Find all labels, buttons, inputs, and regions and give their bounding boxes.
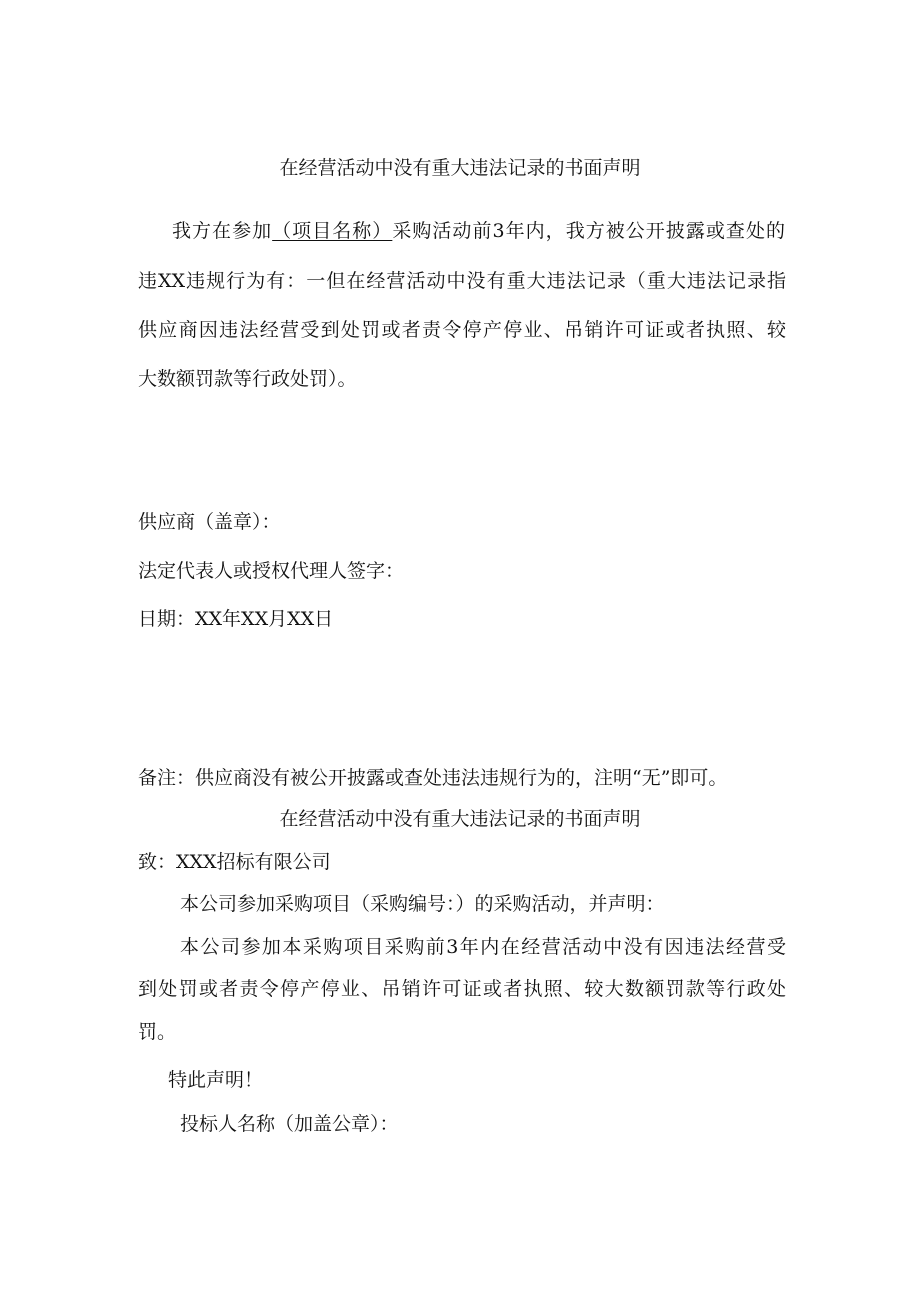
date-label: 日期：XX年XX月XX日 bbox=[138, 608, 334, 630]
section1-paragraph-line-1 bbox=[172, 219, 785, 243]
supplier-seal-label: 供应商（盖章）： bbox=[138, 511, 281, 533]
section1-paragraph-line-3: 供应商因违法经营受到处罚或者责令停产停业、吊销许可证或者执照、较 bbox=[138, 319, 786, 341]
section2-paragraph-2-line-1: 本公司参加本采购项目采购前3年内在经营活动中没有因违法经营受 bbox=[180, 936, 786, 958]
hereby-declare: 特此声明！ bbox=[168, 1069, 264, 1091]
representative-signature-label: 法定代表人或授权代理人签字： bbox=[138, 560, 405, 582]
remark-note: 备注：供应商没有被公开披露或查处违法违规行为的，注明“无”即可。 bbox=[138, 767, 728, 789]
bidder-name-label: 投标人名称（加盖公章）： bbox=[180, 1113, 399, 1135]
para-text-after: 采购活动前3年内，我方被公开披露或查处的 bbox=[392, 220, 785, 242]
addressee: 致：XXX招标有限公司 bbox=[138, 851, 331, 873]
section1-paragraph-line-4: 大数额罚款等行政处罚）。 bbox=[138, 368, 357, 390]
para-text-before: 我方在参加 bbox=[172, 220, 273, 242]
section2-paragraph-2-line-3: 罚。 bbox=[138, 1021, 177, 1043]
section2-paragraph-1: 本公司参加采购项目（采购编号：）的采购活动，并声明： bbox=[180, 893, 665, 915]
project-name-placeholder: （项目名称） bbox=[272, 220, 393, 242]
section1-title: 在经营活动中没有重大违法记录的书面声明 bbox=[279, 157, 641, 179]
section2-title: 在经营活动中没有重大违法记录的书面声明 bbox=[279, 808, 641, 830]
section1-paragraph-line-2: 违XX违规行为有：一但在经营活动中没有重大违法记录（重大违法记录指 bbox=[138, 270, 786, 292]
section2-paragraph-2-line-2: 到处罚或者责令停产停业、吊销许可证或者执照、较大数额罚款等行政处 bbox=[138, 978, 786, 1000]
